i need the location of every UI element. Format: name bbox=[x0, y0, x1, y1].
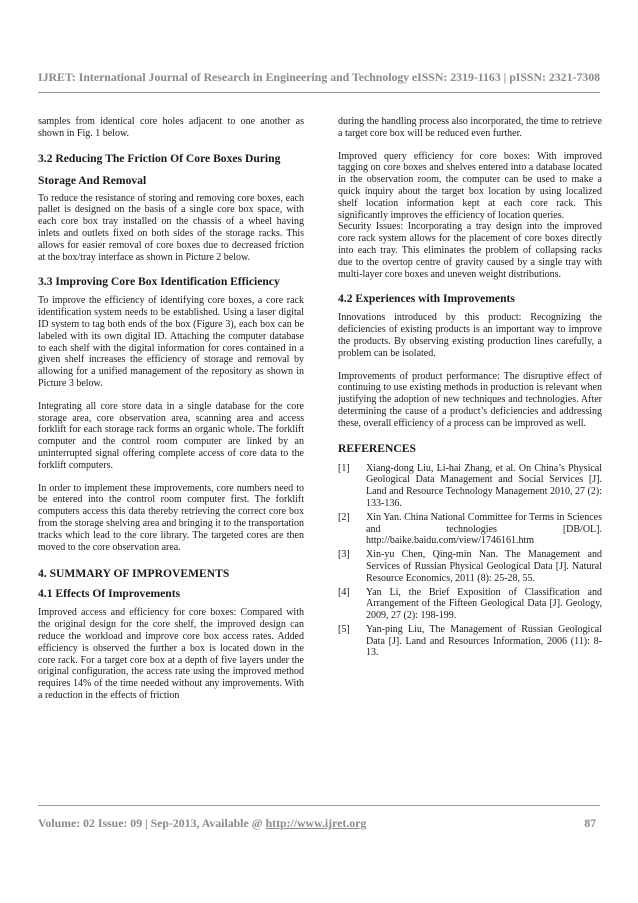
section-heading-3-3: 3.3 Improving Core Box Identification Efficiency bbox=[38, 275, 280, 289]
reference-number: [5] bbox=[338, 623, 350, 635]
paragraph: samples from identical core holes adjacent to one another as shown in Fig. 1 below. bbox=[38, 116, 304, 139]
section-heading-4-2: 4.2 Experiences with Improvements bbox=[338, 292, 515, 306]
references-heading: REFERENCES bbox=[338, 441, 416, 455]
paragraph: Improved query efficiency for core boxes: With improved tagging on core boxes and shelves entered into a database located in the observation room, the computer can be used to make a quick inquiry about the target box location by using localized shelf location information kept at each core rack. This significantly improves the efficiency of location queries. bbox=[338, 150, 602, 221]
reference-list bbox=[338, 463, 602, 660]
reference-text: Xin Yan. China National Committee for Terms in Sciences and technologies [DB/OL]. http://baike.baidu.com/view/1746161.htm bbox=[366, 511, 602, 547]
reference-item bbox=[338, 587, 602, 622]
heading-line: Storage And Removal bbox=[38, 173, 147, 187]
footer-rule bbox=[38, 805, 600, 806]
paragraph: Integrating all core store data in a single database for the core storage area, core observation area, scanning area and access forklift for each storage rack forms an organic whole. The forklift computer and the control room computer are linked by an uninterrupted signal offering complete access of core data to the forklift computers. bbox=[38, 400, 304, 471]
reference-text: Xiang-dong Liu, Li-hai Zhang, et al. On China’s Physical Geological Data Management and Social Services [J]. Land and Resource Technology Management 2010, 27 (2): 133-136. bbox=[366, 462, 602, 509]
reference-item bbox=[338, 549, 602, 584]
paragraph: Improvements of product performance: The disruptive effect of continuing to use existing methods in production is relevant when justifying the adoption of new techniques and technologies. After determining the cause of a product’s deficiencies and addressing these, overall efficiency of a process can be improved as well. bbox=[338, 370, 602, 429]
issn-info: eISSN: 2319-1163 | pISSN: 2321-7308 bbox=[411, 70, 600, 84]
paragraph: during the handling process also incorporated, the time to retrieve a target core box will be reduced even further. bbox=[338, 116, 602, 139]
paragraph: To improve the efficiency of identifying core boxes, a core rack identification system needs to be established. Using a laser digital ID system to tag both ends of the box (Figure 3), each box can be labeled with its own digital ID. Attaching the computer database to each shelf with the digital information for cores contained in a given shelf increases the efficiency of storage and removal by allowing for a unified management of the repository as shown in Picture 3 below. bbox=[38, 295, 304, 389]
left-column bbox=[38, 116, 304, 702]
paragraph: Improved access and efficiency for core boxes: Compared with the original design for the core shelf, the improved design can reduce the workload and improve core box access rates. Added efficiency is observed the further a box is located down in the core rack. For a target core box at a depth of five layers under the original configuration, the access rate using the improved method requires 14% of the time needed without any improvements. With a reduction in the effects of friction bbox=[38, 607, 304, 701]
right-column bbox=[338, 116, 602, 661]
reference-number: [1] bbox=[338, 462, 350, 474]
reference-item bbox=[338, 512, 602, 547]
journal-link[interactable]: http://www.ijret.org bbox=[265, 816, 367, 830]
reference-item bbox=[338, 463, 602, 510]
paragraph: In order to implement these improvements, core numbers need to be entered into the control room computer first. The forklift computers access this data thereby retrieving the correct core box from the storage shelving area and bringing it to the transportation tracks which lead to the core library. The targeted cores are then moved to the core observation area. bbox=[38, 482, 304, 553]
paragraph: Security Issues: Incorporating a tray design into the improved core rack system allows for the placement of core boxes directly into each tray. This eliminates the problem of collapsing racks due to the overtop centre of gravity caused by a single tray with multi-layer core boxes and uneven weight distributions. bbox=[338, 221, 602, 280]
paragraph: Innovations introduced by this product: Recognizing the deficiencies of existing products is an important way to improve the products. By observing existing production lines carefully, a problem can be isolated. bbox=[338, 312, 602, 359]
section-heading-4-1: 4.1 Effects Of Improvements bbox=[38, 587, 181, 601]
reference-text: Yan Li, the Brief Exposition of Classification and Arrangement of the Fifteen Geological Data [J]. Geology, 2009, 27 (2): 198-199. bbox=[366, 586, 602, 622]
section-heading-4: 4. SUMMARY OF IMPROVEMENTS bbox=[38, 567, 230, 581]
page-number: 87 bbox=[584, 816, 596, 830]
paragraph: To reduce the resistance of storing and removing core boxes, each pallet is designed on the basis of a single core box space, with each core box tray installed on the chassis of a wheel having inlets and outlets fixed on both sides of the storage racks. This allows for easier removal of core boxes due to decreased friction at the box/tray interface as shown in Picture 2 below. bbox=[38, 192, 304, 263]
header-rule bbox=[38, 92, 600, 93]
reference-number: [2] bbox=[338, 511, 350, 523]
section-heading-3-2 bbox=[38, 152, 304, 188]
reference-number: [3] bbox=[338, 549, 350, 561]
reference-text: Xin-yu Chen, Qing-min Nan. The Management and Services of Russian Physical Geological Data [J]. Natural Resource Economics, 2011 (8): 25-28, 55. bbox=[366, 549, 602, 584]
reference-item bbox=[338, 624, 602, 659]
heading-line: 3.2 Reducing The Friction Of Core Boxes During bbox=[38, 151, 281, 165]
journal-name: IJRET: International Journal of Research in Engineering and Technology bbox=[38, 70, 410, 84]
reference-number: [4] bbox=[338, 586, 350, 598]
volume-info bbox=[38, 816, 366, 831]
volume-text: Volume: 02 Issue: 09 | Sep-2013, Available @ bbox=[38, 816, 266, 830]
reference-text: Yan-ping Liu, The Management of Russian Geological Data [J]. Land and Resources Information, 2006 (11): 8-13. bbox=[366, 623, 602, 659]
